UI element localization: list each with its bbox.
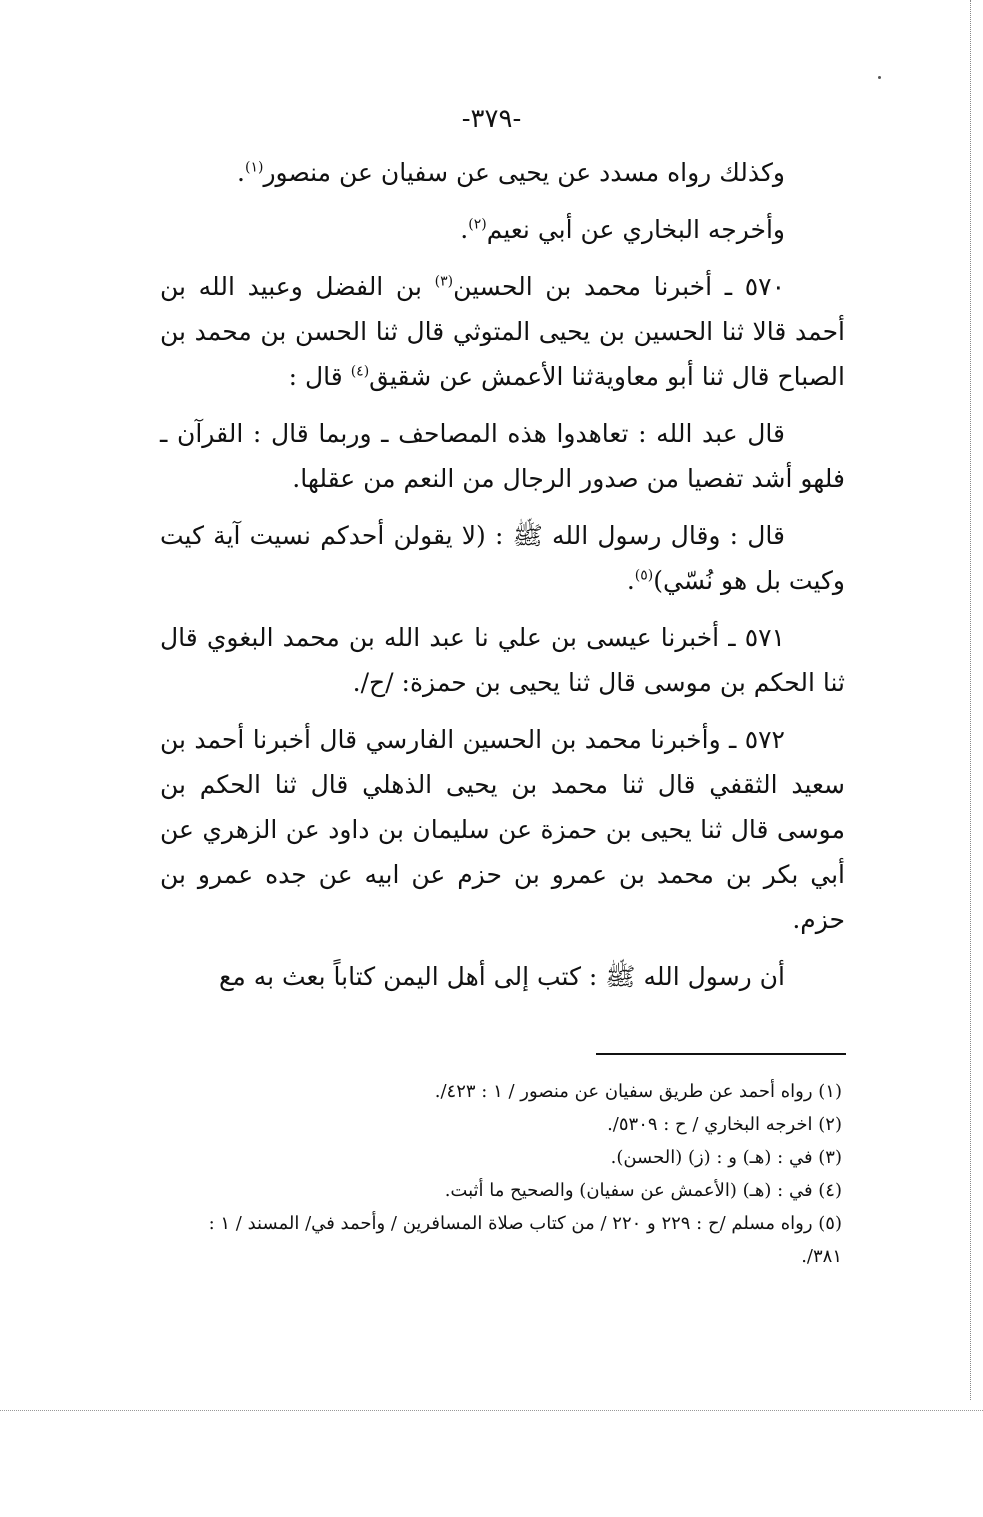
footnote-ref-2[interactable]: (٢) [468,216,487,233]
footnote-1: (١) رواه أحمد عن طريق سفيان عن منصور / ١ : ٤٢٣/. [434,1081,842,1102]
paragraph-570 [160,264,845,399]
paragraph-abdullah: قال عبد الله : تعاهدوا هذه المصاحف ـ وربما قال : القرآن ـ فلهو أشد تفصيا من صدور الرجال من النعم من عقلها. [160,419,845,493]
footnote-ref-5[interactable]: (٥) [634,567,654,584]
main-text [160,150,845,999]
footnotes [170,1075,842,1273]
paragraph-hadith-end: . [626,566,635,595]
footnote-ref-4[interactable]: (٤) [350,363,370,380]
paragraph-572: ٥٧٢ ـ وأخبرنا محمد بن الحسين الفارسي قال أخبرنا أحمد بن سعيد الثقفي قال ثنا محمد بن يحيى الذهلي قال ثنا الحكم بن موسى قال ثنا يحيى بن حمزة عن سليمان بن داود عن الزهري عن أبي بكر بن محمد بن عمرو بن حزم عن ابيه عن جده عمرو بن حزم. [160,725,845,934]
paragraph-1 [160,150,845,195]
paragraph-1-end: . [237,158,245,187]
footnote-ref-1[interactable]: (١) [244,159,264,176]
paragraph-1-text: وكذلك رواه مسدد عن يحيى عن سفيان عن منصور [263,158,785,187]
scan-edge-right [970,0,971,1400]
paragraph-2-end: . [460,215,469,244]
scan-speck [878,76,881,79]
paragraph-hadith [160,513,845,603]
footnote-3: (٣) في : (هـ) و : (ز) (الحسن). [610,1147,842,1168]
page-number: -٣٧٩- [461,104,522,134]
footnote-divider [596,1053,846,1055]
paragraph-yemen-letter: أن رسول الله ﷺ : كتب إلى أهل اليمن كتاباً بعث به مع [219,962,785,991]
footnote-ref-3[interactable]: (٣) [434,273,454,290]
footnote-4: (٤) في : (هـ) (الأعمش عن سفيان) والصحيح ما أثبت. [444,1180,842,1201]
paragraph-2 [160,207,845,252]
paragraph-2-text: وأخرجه البخاري عن أبي نعيم [486,215,785,244]
paragraph-570-b: بن الفضل وعبيد الله بن أحمد قالا ثنا الحسين بن يحيى المتوثي قال ثنا الحسن بن محمد بن الصباح قال ثنا أبو معاويةثنا الأعمش عن شقيق [160,272,845,391]
paragraph-571: ٥٧١ ـ أخبرنا عيسى بن علي نا عبد الله بن محمد البغوي قال ثنا الحكم بن موسى قال ثنا يحيى بن حمزة: /ح/. [160,623,845,697]
paragraph-570-a: ٥٧٠ ـ أخبرنا محمد بن الحسين [453,272,786,301]
footnote-2: (٢) اخرجه البخاري / ح : ٥٣٠٩/. [607,1114,842,1135]
scan-edge-bottom [0,1410,983,1411]
paragraph-hadith-text: قال : وقال رسول الله ﷺ : (لا يقولن أحدكم نسيت آية كيت وكيت بل هو نُسّي) [160,521,845,595]
paragraph-570-c: قال : [288,362,351,391]
footnote-5: (٥) رواه مسلم /ح : ٢٢٩ و ٢٢٠ / من كتاب صلاة المسافرين / وأحمد في/ المسند / ١ : ٣٨١/. [208,1213,842,1267]
